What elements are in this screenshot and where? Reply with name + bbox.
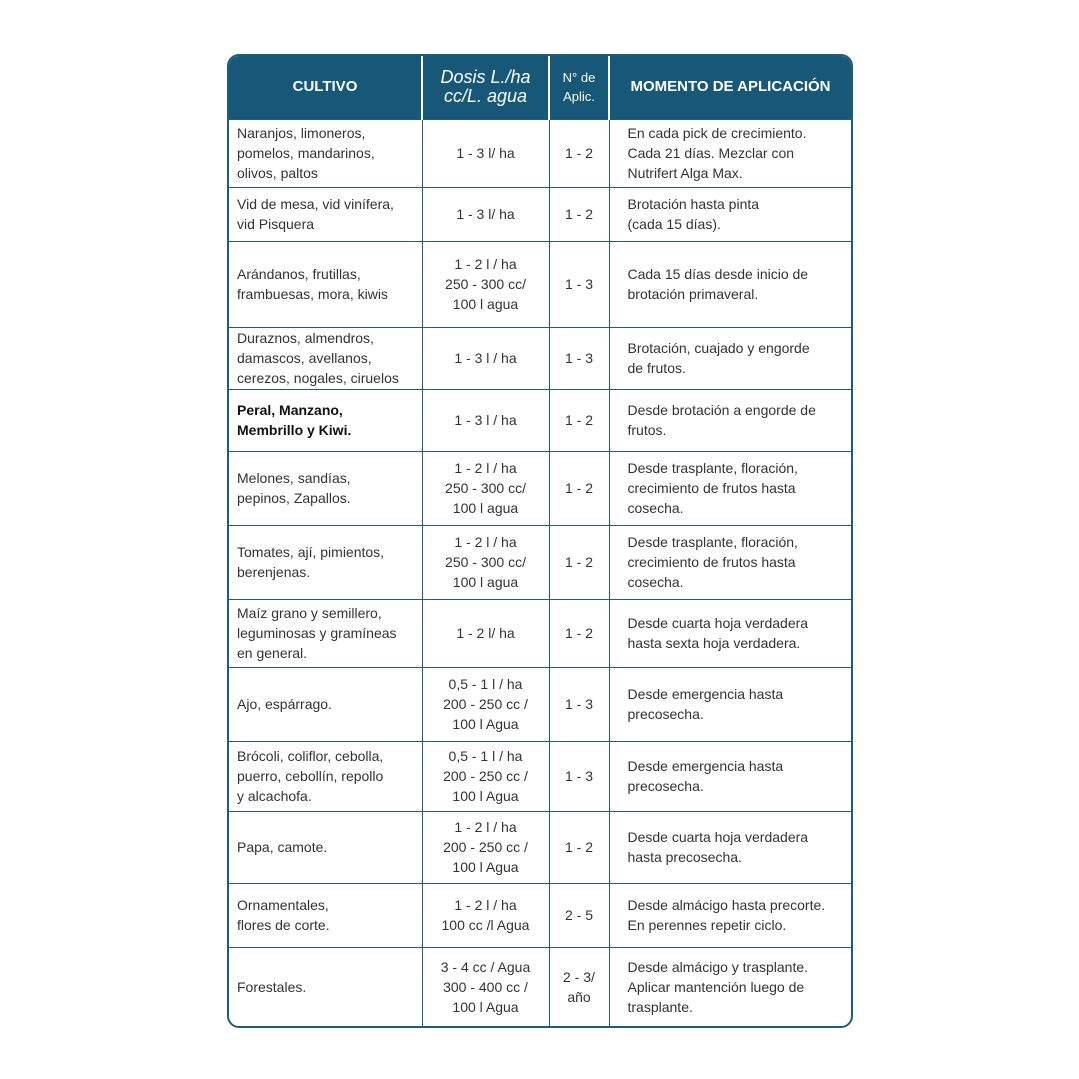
applications-cell — [549, 389, 609, 451]
crop-cell-line: Membrillo y Kiwi. — [237, 422, 352, 438]
crop-cell-line: Melones, sandías, — [237, 470, 351, 486]
moment-cell-line: Desde brotación a engorde de — [627, 402, 816, 418]
crop-cell-line: olivos, paltos — [237, 165, 318, 181]
dose-cell-line: 100 l Agua — [452, 788, 519, 804]
table-row — [229, 741, 851, 811]
moment-cell-line: Brotación hasta pinta — [627, 196, 760, 212]
application-table-card — [227, 54, 853, 1028]
moment-cell-line: En cada pick de crecimiento. — [627, 125, 807, 141]
applications-cell-line: 1 - 2 — [564, 480, 593, 496]
crop-cell — [229, 389, 422, 451]
dose-cell-line: 100 cc /l Agua — [441, 917, 530, 933]
applications-cell — [549, 741, 609, 811]
table-row — [229, 451, 851, 525]
moment-cell-line: Desde trasplante, floración, — [627, 460, 798, 476]
crop-cell-line: vid Pisquera — [237, 216, 315, 232]
applications-cell-line: 1 - 2 — [564, 839, 593, 855]
crop-cell-line: en general. — [237, 645, 308, 661]
table-row — [229, 599, 851, 667]
moment-cell-line: Nutrifert Alga Max. — [627, 165, 743, 181]
moment-cell-line: frutos. — [627, 422, 667, 438]
table-row — [229, 187, 851, 241]
applications-cell-line: 1 - 2 — [564, 554, 593, 570]
moment-cell-line: crecimiento de frutos hasta — [627, 554, 796, 570]
moment-cell-line: Desde emergencia hasta — [627, 686, 784, 702]
applications-cell — [549, 599, 609, 667]
applications-cell — [549, 811, 609, 883]
applications-cell-line: 1 - 2 — [564, 412, 593, 428]
crop-cell-line: frambuesas, mora, kiwis — [237, 286, 388, 302]
applications-cell — [549, 241, 609, 327]
table-row — [229, 525, 851, 599]
moment-cell — [609, 187, 851, 241]
dose-cell — [422, 947, 549, 1027]
crop-cell — [229, 667, 422, 741]
applications-cell-line: 1 - 3 — [564, 350, 593, 366]
dose-cell — [422, 741, 549, 811]
moment-cell — [609, 451, 851, 525]
dose-cell-line: 1 - 3 l/ ha — [456, 206, 515, 222]
crop-cell — [229, 947, 422, 1027]
moment-cell-line: brotación primaveral. — [627, 286, 759, 302]
dose-cell-line: 250 - 300 cc/ — [445, 276, 526, 292]
dose-cell-line: 200 - 250 cc / — [443, 696, 528, 712]
crop-cell-line: y alcachofa. — [237, 788, 312, 804]
applications-cell-line: 2 - 5 — [564, 907, 593, 923]
dose-cell-line: 1 - 2 l / ha — [454, 460, 517, 476]
dose-cell — [422, 451, 549, 525]
crop-cell — [229, 883, 422, 947]
dose-cell-line: 100 l Agua — [452, 999, 519, 1016]
crop-cell-line: Vid de mesa, vid vinífera, — [237, 196, 394, 212]
moment-cell-line: hasta precosecha. — [627, 849, 742, 865]
moment-cell — [609, 119, 851, 187]
moment-cell-line: (cada 15 días). — [627, 216, 721, 232]
table-row — [229, 667, 851, 741]
applications-cell — [549, 525, 609, 599]
dose-cell-line: 1 - 2 l/ ha — [456, 625, 515, 641]
applications-cell-line: 1 - 3 — [564, 276, 593, 292]
crop-cell-line: Papa, camote. — [237, 839, 328, 855]
moment-cell-line: Desde cuarta hoja verdadera — [627, 615, 809, 631]
table-header-row — [229, 56, 851, 119]
table-row — [229, 947, 851, 1027]
crop-cell-line: Maíz grano y semillero, — [237, 605, 382, 621]
crop-cell-line: damascos, avellanos, — [237, 350, 372, 366]
dose-cell — [422, 241, 549, 327]
crop-cell — [229, 241, 422, 327]
dose-cell-line: 1 - 2 l / ha — [454, 256, 517, 272]
dose-cell — [422, 327, 549, 389]
moment-cell — [609, 811, 851, 883]
moment-cell — [609, 667, 851, 741]
crop-cell-line: pepinos, Zapallos. — [237, 490, 351, 506]
moment-cell-line: Cada 21 días. Mezclar con — [627, 145, 795, 161]
crop-cell-line: Naranjos, limoneros, — [237, 125, 366, 141]
applications-cell-line: 1 - 2 — [564, 145, 593, 161]
dose-cell-line: 1 - 2 l / ha — [454, 534, 517, 550]
dose-cell-line: 1 - 3 l / ha — [454, 412, 517, 428]
dose-cell — [422, 883, 549, 947]
dose-cell — [422, 667, 549, 741]
moment-cell — [609, 327, 851, 389]
table-row — [229, 811, 851, 883]
dose-cell-line: 200 - 250 cc / — [443, 839, 528, 855]
dose-cell — [422, 599, 549, 667]
crop-cell-line: Ornamentales, — [237, 897, 329, 913]
applications-cell-line: 2 - 3/ — [563, 969, 595, 986]
dose-cell-line: 100 l Agua — [452, 859, 519, 875]
applications-cell — [549, 667, 609, 741]
dose-cell-line: 0,5 - 1 l / ha — [448, 748, 523, 764]
header-aplicaciones-line-1: N° de — [562, 69, 596, 85]
table-row — [229, 389, 851, 451]
moment-cell-line: cosecha. — [627, 500, 684, 516]
moment-cell — [609, 883, 851, 947]
moment-cell-line: de frutos. — [627, 360, 686, 376]
moment-cell-line: Cada 15 días desde inicio de — [627, 266, 809, 282]
header-dosis-line-2: cc/L. agua — [443, 86, 528, 107]
moment-cell — [609, 599, 851, 667]
moment-cell-line: Desde almácigo y trasplante. — [627, 959, 809, 976]
applications-cell-line: 1 - 2 — [564, 206, 593, 222]
table-row — [229, 883, 851, 947]
dose-cell-line: 3 - 4 cc / Agua — [440, 959, 531, 976]
dose-cell — [422, 389, 549, 451]
moment-cell — [609, 389, 851, 451]
dose-cell-line: 1 - 3 l / ha — [454, 350, 517, 366]
applications-cell — [549, 947, 609, 1027]
crop-cell — [229, 525, 422, 599]
applications-cell-line: año — [567, 989, 591, 1006]
applications-cell — [549, 327, 609, 389]
dose-cell-line: 300 - 400 cc / — [443, 979, 528, 996]
table-row — [229, 327, 851, 389]
dose-cell — [422, 811, 549, 883]
crop-cell-line: Brócoli, coliflor, cebolla, — [237, 748, 384, 764]
applications-cell-line: 1 - 3 — [564, 696, 593, 712]
moment-cell-line: crecimiento de frutos hasta — [627, 480, 796, 496]
crop-cell — [229, 451, 422, 525]
dose-cell-line: 1 - 2 l / ha — [454, 819, 517, 835]
table-row — [229, 241, 851, 327]
crop-cell-line: Tomates, ají, pimientos, — [237, 544, 385, 560]
crop-cell-line: Ajo, espárrago. — [237, 696, 332, 712]
dose-cell-line: 100 l Agua — [452, 716, 519, 732]
moment-cell-line: Desde emergencia hasta — [627, 758, 784, 774]
crop-cell-line: Forestales. — [237, 979, 307, 996]
table-row — [229, 119, 851, 187]
crop-cell-line: berenjenas. — [237, 564, 311, 580]
moment-cell-line: Aplicar mantención luego de — [627, 979, 805, 996]
moment-cell-line: En perennes repetir ciclo. — [627, 917, 787, 933]
dose-cell — [422, 187, 549, 241]
moment-cell — [609, 241, 851, 327]
dose-cell-line: 100 l agua — [452, 574, 519, 590]
dose-cell-line: 100 l agua — [452, 296, 519, 312]
crop-cell-line: Arándanos, frutillas, — [237, 266, 361, 282]
moment-cell-line: precosecha. — [627, 778, 704, 794]
crop-cell-line: puerro, cebollín, repollo — [237, 768, 384, 784]
crop-cell-line: Duraznos, almendros, — [237, 330, 374, 346]
moment-cell — [609, 525, 851, 599]
moment-cell-line: trasplante. — [627, 999, 693, 1016]
moment-cell — [609, 947, 851, 1027]
application-table — [229, 56, 851, 1027]
header-momento: MOMENTO DE APLICACIÓN — [609, 56, 851, 119]
moment-cell-line: precosecha. — [627, 706, 704, 722]
crop-cell-line: Peral, Manzano, — [237, 402, 343, 418]
applications-cell — [549, 187, 609, 241]
moment-cell-line: Desde cuarta hoja verdadera — [627, 829, 809, 845]
header-dosis-line-1: Dosis L./ha — [440, 67, 531, 88]
moment-cell-line: Desde almácigo hasta precorte. — [627, 897, 826, 913]
moment-cell-line: Brotación, cuajado y engorde — [627, 340, 810, 356]
dose-cell-line: 0,5 - 1 l / ha — [448, 676, 523, 692]
crop-cell-line: pomelos, mandarinos, — [237, 145, 375, 161]
header-aplicaciones — [549, 56, 609, 119]
dose-cell-line: 250 - 300 cc/ — [445, 554, 526, 570]
dose-cell-line: 100 l agua — [452, 500, 519, 516]
applications-cell — [549, 119, 609, 187]
crop-cell-line: leguminosas y gramíneas — [237, 625, 397, 641]
dose-cell — [422, 525, 549, 599]
applications-cell — [549, 883, 609, 947]
header-aplicaciones-line-2: Aplic. — [563, 89, 595, 105]
dose-cell — [422, 119, 549, 187]
dose-cell-line: 200 - 250 cc / — [443, 768, 528, 784]
crop-cell — [229, 327, 422, 389]
crop-cell-line: cerezos, nogales, ciruelos — [237, 370, 399, 386]
moment-cell-line: cosecha. — [627, 574, 684, 590]
moment-cell — [609, 741, 851, 811]
moment-cell-line: hasta sexta hoja verdadera. — [627, 635, 801, 651]
crop-cell-line: flores de corte. — [237, 917, 330, 933]
dose-cell-line: 1 - 2 l / ha — [454, 897, 517, 913]
header-cultivo: CULTIVO — [229, 56, 422, 119]
table-body — [229, 119, 851, 1027]
crop-cell — [229, 599, 422, 667]
crop-cell — [229, 187, 422, 241]
crop-cell — [229, 119, 422, 187]
applications-cell-line: 1 - 3 — [564, 768, 593, 784]
moment-cell-line: Desde trasplante, floración, — [627, 534, 798, 550]
applications-cell-line: 1 - 2 — [564, 625, 593, 641]
dose-cell-line: 250 - 300 cc/ — [445, 480, 526, 496]
header-dosis — [422, 56, 549, 119]
crop-cell — [229, 741, 422, 811]
applications-cell — [549, 451, 609, 525]
dose-cell-line: 1 - 3 l/ ha — [456, 145, 515, 161]
crop-cell — [229, 811, 422, 883]
